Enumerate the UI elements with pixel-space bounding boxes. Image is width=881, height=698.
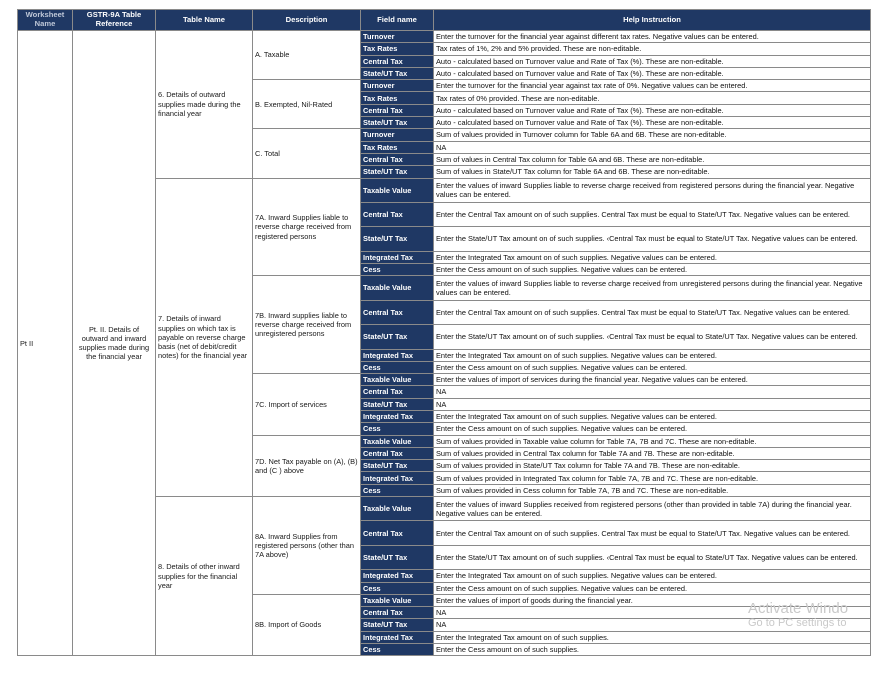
help-instruction-cell: Enter the values of inward Supplies received from registered persons (other than provided in table 7A) during the financial year. Negative values can be entered. [434,497,871,521]
field-name-cell: State/UT Tax [361,325,434,349]
header-table-name: Table Name [156,10,253,31]
help-instruction-cell: NA [434,141,871,153]
help-instruction-cell: Sum of values in Central Tax column for Table 6A and 6B. These are non-editable. [434,153,871,165]
field-name-cell: Taxable Value [361,178,434,202]
field-name-cell: Central Tax [361,386,434,398]
field-name-cell: Central Tax [361,55,434,67]
help-instruction-cell: Enter the values of inward Supplies liable to reverse charge received from registered persons during the financial year. Negative values can be entered. [434,178,871,202]
description-cell: 8B. Import of Goods [253,594,361,655]
help-instruction-cell: Enter the Cess amount on of such supplies. [434,644,871,656]
help-instruction-cell: Enter the Cess amount on of such supplies. Negative values can be entered. [434,423,871,435]
field-name-cell: Central Tax [361,202,434,226]
help-instruction-cell: Sum of values provided in State/UT Tax column for Table 7A and 7B. These are non-editable. [434,460,871,472]
help-instruction-cell: Enter the turnover for the financial year against tax rate of 0%. Negative values can be entered. [434,80,871,92]
help-instruction-cell: Sum of values provided in Cess column for Table 7A, 7B and 7C. These are non-editable. [434,484,871,496]
description-cell: 8A. Inward Supplies from registered persons (other than 7A above) [253,497,361,595]
table-name-cell: 8. Details of other inward supplies for the financial year [156,497,253,656]
header-worksheet-name: Worksheet Name [18,10,73,31]
field-name-cell: Integrated Tax [361,472,434,484]
field-name-cell: Integrated Tax [361,631,434,643]
help-instruction-cell: Enter the State/UT Tax amount on of such supplies. ‹Central Tax must be equal to State/UT Tax. Negative values can be entered. [434,227,871,251]
help-instruction-cell: Auto - calculated based on Turnover value and Rate of Tax (%). These are non-editable. [434,55,871,67]
watermark-line2: Go to PC settings to [748,617,847,629]
help-instruction-cell: Enter the Integrated Tax amount on of such supplies. Negative values can be entered. [434,410,871,422]
help-instruction-cell: Tax rates of 1%, 2% and 5% provided. These are non-editable. [434,43,871,55]
field-name-cell: Integrated Tax [361,410,434,422]
help-instruction-cell: Enter the Cess amount on of such supplies. Negative values can be entered. [434,582,871,594]
help-instruction-cell: Enter the Integrated Tax amount on of such supplies. [434,631,871,643]
help-instruction-cell: Sum of values provided in Turnover column for Table 6A and 6B. These are non-editable. [434,129,871,141]
table-row [18,31,871,43]
description-cell: 7B. Inward supplies liable to reverse charge received from unregistered persons [253,276,361,374]
help-instruction-cell: Auto - calculated based on Turnover value and Rate of Tax (%). These are non-editable. [434,104,871,116]
description-cell: 7C. Import of services [253,374,361,435]
field-name-cell: Integrated Tax [361,251,434,263]
help-instruction-table [17,9,871,656]
description-cell: C. Total [253,129,361,178]
help-instruction-cell: Enter the values of import of goods during the financial year. [434,594,871,606]
field-name-cell: State/UT Tax [361,67,434,79]
header-help-instruction: Help Instruction [434,10,871,31]
help-instruction-cell: Tax rates of 0% provided. These are non-editable. [434,92,871,104]
field-name-cell: Central Tax [361,447,434,459]
header-table-reference: GSTR-9A Table Reference [73,10,156,31]
table-name-cell: 6. Details of outward supplies made during the financial year [156,31,253,179]
field-name-cell: Taxable Value [361,374,434,386]
field-name-cell: Tax Rates [361,141,434,153]
description-cell: 7D. Net Tax payable on (A), (B) and (C ) above [253,435,361,496]
help-instruction-cell: Enter the Central Tax amount on of such supplies. Central Tax must be equal to State/UT Tax. Negative values can be entered. [434,521,871,545]
help-instruction-cell: Enter the Cess amount on of such supplies. Negative values can be entered. [434,361,871,373]
watermark-line1: Activate Windo [748,600,849,617]
field-name-cell: Turnover [361,129,434,141]
field-name-cell: State/UT Tax [361,117,434,129]
help-instruction-cell: NA [434,619,871,631]
header-field-name: Field name [361,10,434,31]
field-name-cell: State/UT Tax [361,398,434,410]
help-instruction-cell: Enter the State/UT Tax amount on of such supplies. ‹Central Tax must be equal to State/UT Tax. Negative values can be entered. [434,325,871,349]
table-body [18,31,871,656]
field-name-cell: Central Tax [361,521,434,545]
field-name-cell: Central Tax [361,300,434,324]
help-instruction-cell: NA [434,386,871,398]
help-instruction-cell: Auto - calculated based on Turnover value and Rate of Tax (%). These are non-editable. [434,67,871,79]
description-cell: B. Exempted, Nil-Rated [253,80,361,129]
field-name-cell: Tax Rates [361,43,434,55]
table-name-cell: 7. Details of inward supplies on which tax is payable on reverse charge basis (net of debit/credit notes) for the financial year [156,178,253,497]
help-instruction-cell: Enter the State/UT Tax amount on of such supplies. ‹Central Tax must be equal to State/UT Tax. Negative values can be entered. [434,545,871,569]
field-name-cell: Cess [361,423,434,435]
field-name-cell: Tax Rates [361,92,434,104]
help-instruction-cell: Enter the turnover for the financial year against different tax rates. Negative values can be entered. [434,31,871,43]
field-name-cell: Integrated Tax [361,570,434,582]
help-instruction-cell: Sum of values provided in Integrated Tax column for Table 7A, 7B and 7C. These are non-editable. [434,472,871,484]
field-name-cell: State/UT Tax [361,460,434,472]
field-name-cell: Cess [361,361,434,373]
help-instruction-cell: Enter the values of inward Supplies liable to reverse charge received from unregistered persons during the financial year. Negative values can be entered. [434,276,871,300]
field-name-cell: Taxable Value [361,594,434,606]
field-name-cell: Taxable Value [361,435,434,447]
header-row [18,10,871,31]
help-instruction-cell: Enter the Cess amount on of such supplies. Negative values can be entered. [434,264,871,276]
field-name-cell: Cess [361,644,434,656]
field-name-cell: Central Tax [361,607,434,619]
help-instruction-cell: Sum of values provided in Central Tax column for Table 7A and 7B. These are non-editable. [434,447,871,459]
field-name-cell: Cess [361,484,434,496]
header-description: Description [253,10,361,31]
help-instruction-cell: NA [434,398,871,410]
field-name-cell: State/UT Tax [361,227,434,251]
field-name-cell: State/UT Tax [361,619,434,631]
help-instruction-cell: Enter the Integrated Tax amount on of such supplies. Negative values can be entered. [434,349,871,361]
help-instruction-cell: Enter the Central Tax amount on of such supplies. Central Tax must be equal to State/UT Tax. Negative values can be entered. [434,202,871,226]
field-name-cell: State/UT Tax [361,545,434,569]
field-name-cell: Taxable Value [361,497,434,521]
description-cell: 7A. Inward Supplies liable to reverse charge received from registered persons [253,178,361,276]
field-name-cell: Central Tax [361,104,434,116]
field-name-cell: Turnover [361,31,434,43]
field-name-cell: State/UT Tax [361,166,434,178]
help-instruction-cell: Sum of values provided in Taxable value column for Table 7A, 7B and 7C. These are non-editable. [434,435,871,447]
help-instruction-cell: Enter the Integrated Tax amount on of such supplies. Negative values can be entered. [434,570,871,582]
field-name-cell: Taxable Value [361,276,434,300]
field-name-cell: Integrated Tax [361,349,434,361]
field-name-cell: Turnover [361,80,434,92]
help-instruction-cell: NA [434,607,871,619]
help-instruction-cell: Sum of values in State/UT Tax column for Table 6A and 6B. These are non-editable. [434,166,871,178]
help-instruction-cell: Auto - calculated based on Turnover value and Rate of Tax (%). These are non-editable. [434,117,871,129]
help-instruction-cell: Enter the Integrated Tax amount on of such supplies. Negative values can be entered. [434,251,871,263]
field-name-cell: Cess [361,264,434,276]
help-instruction-cell: Enter the values of import of services during the financial year. Negative values can be entered. [434,374,871,386]
field-name-cell: Cess [361,582,434,594]
table-reference-cell: Pt. II. Details of outward and inward supplies made during the financial year [73,31,156,656]
help-instruction-cell: Enter the Central Tax amount on of such supplies. Central Tax must be equal to State/UT Tax. Negative values can be entered. [434,300,871,324]
worksheet-name-cell: Pt II [18,31,73,656]
field-name-cell: Central Tax [361,153,434,165]
description-cell: A. Taxable [253,31,361,80]
